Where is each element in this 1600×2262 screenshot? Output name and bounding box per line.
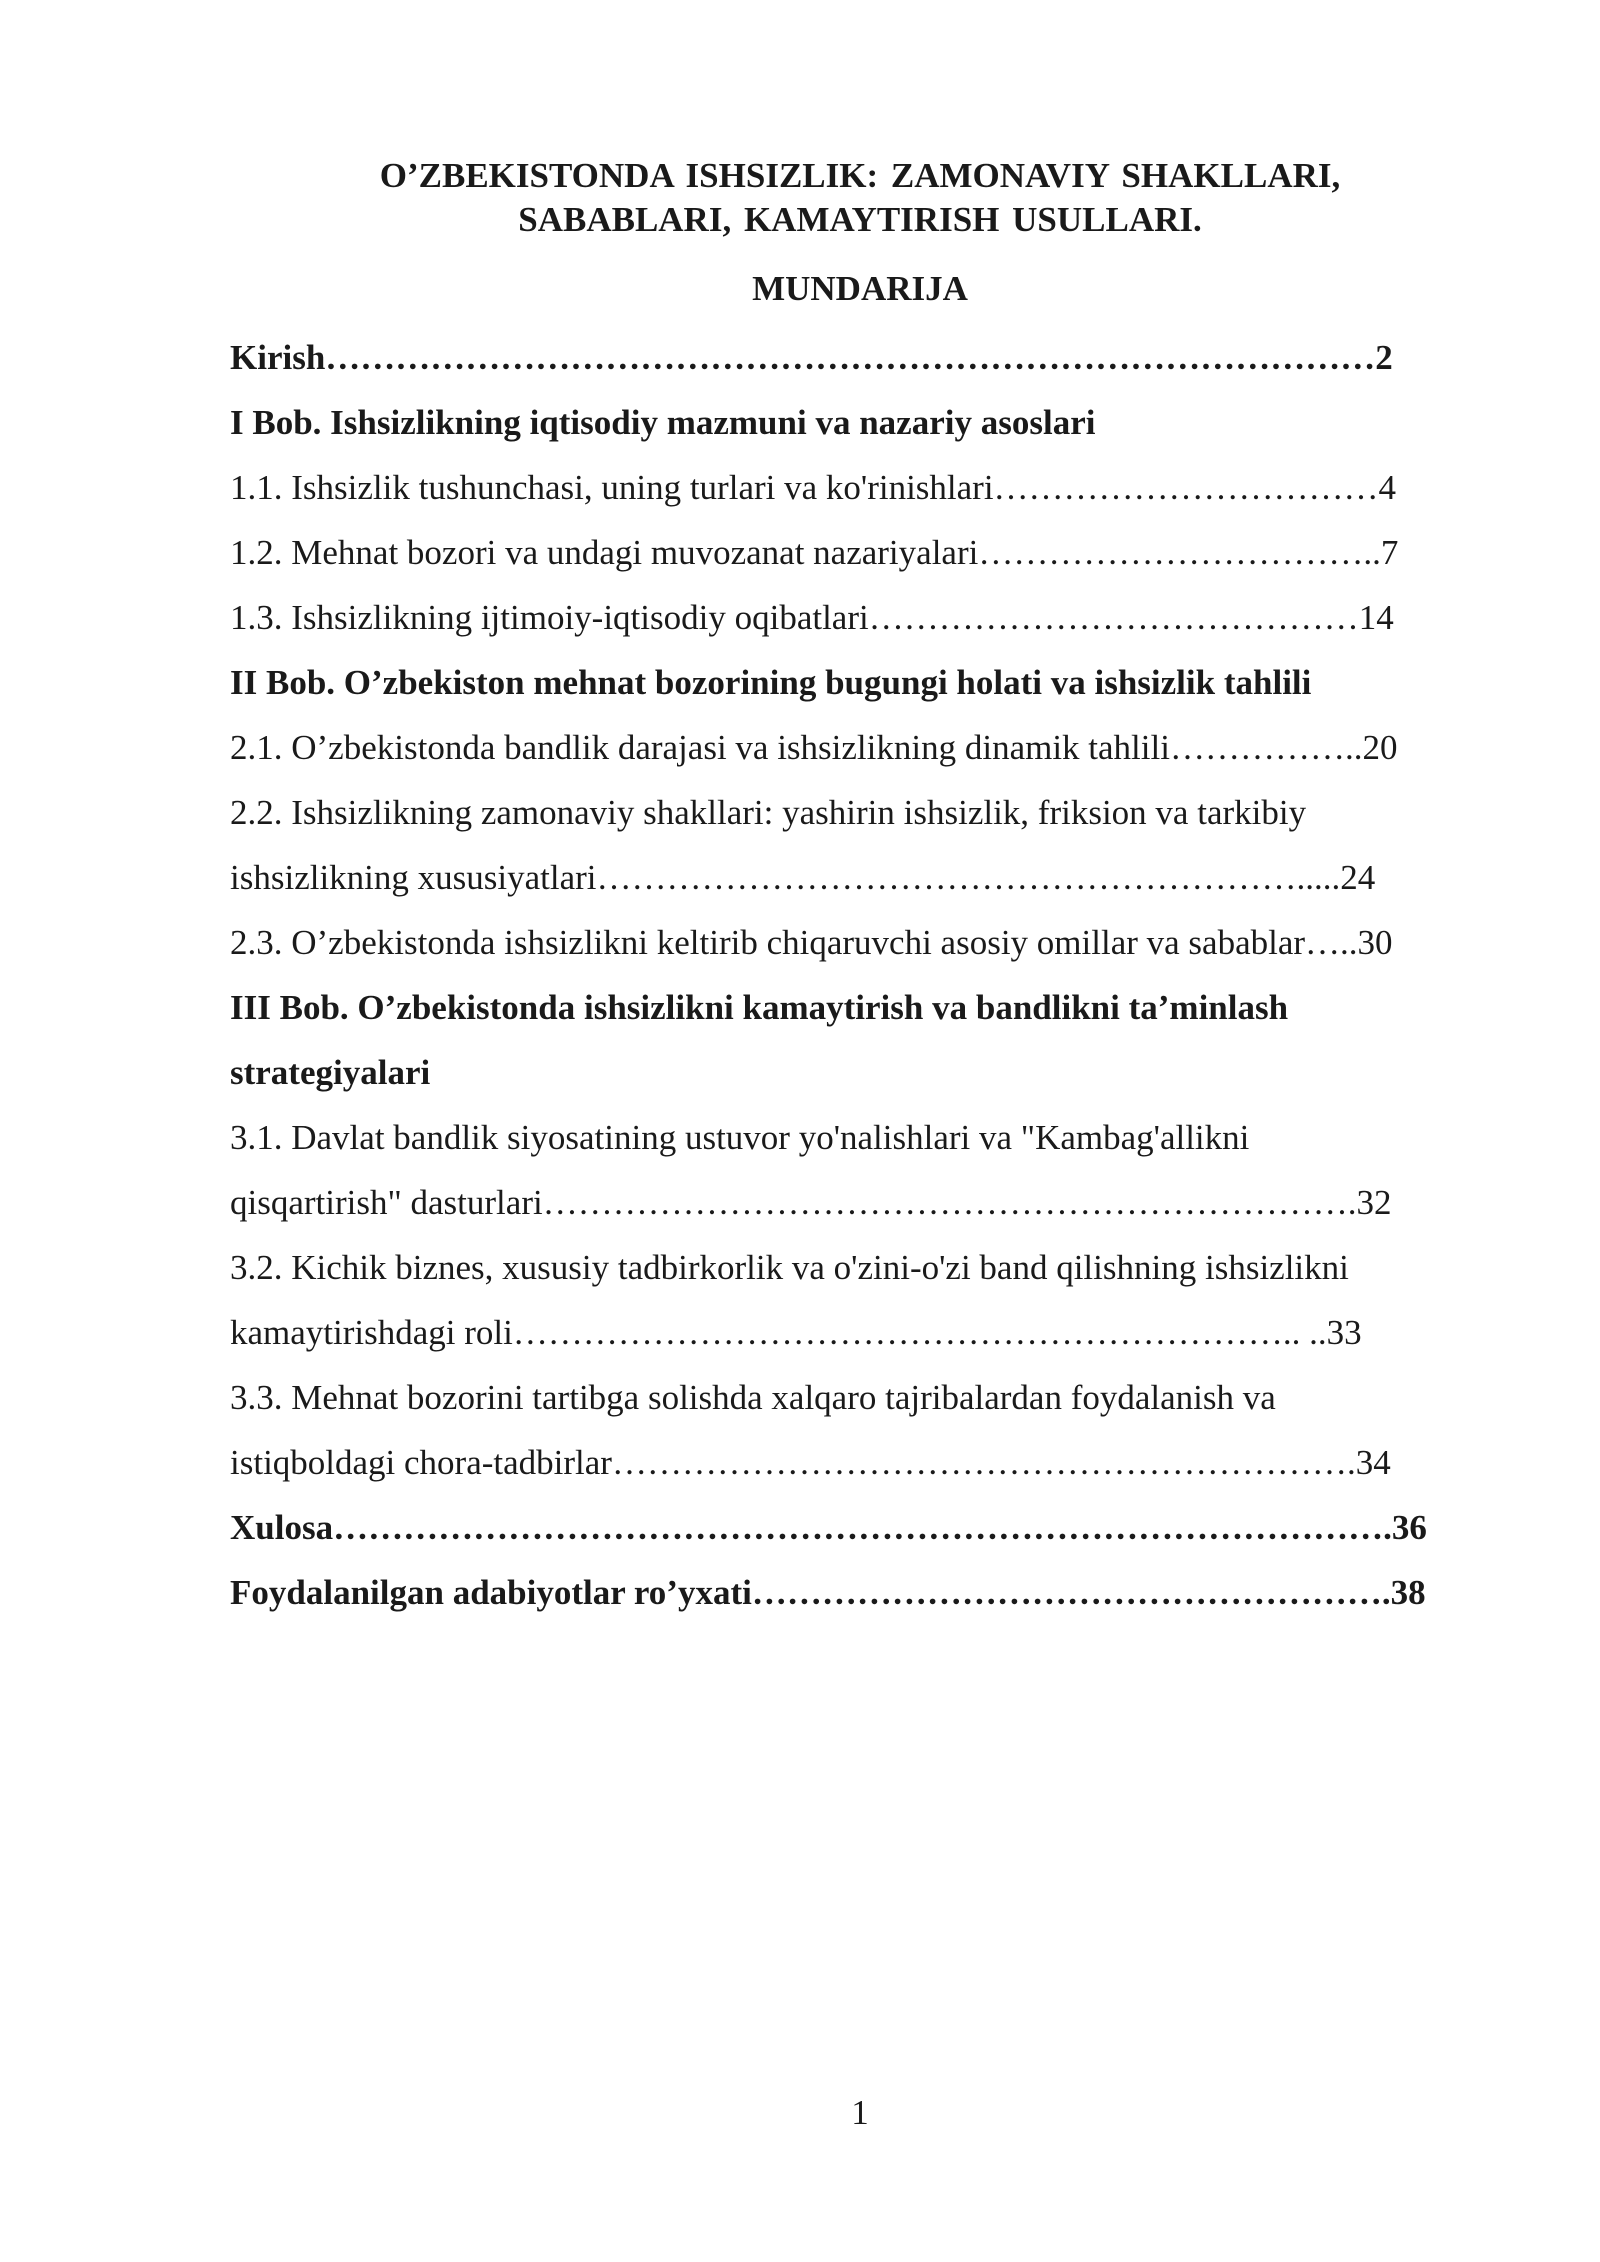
toc-heading: MUNDARIJA [752,269,968,308]
toc-entry: 2.3. O’zbekistonda ishsizlikni keltirib chiqaruvchi asosiy omillar va sabablar…..30 [230,923,1393,962]
toc-entry: 3.3. Mehnat bozorini tartibga solishda xalqaro tajribalardan foydalanish va [230,1378,1276,1417]
toc-entry: 2.1. O’zbekistonda bandlik darajasi va ishsizlikning dinamik tahlili……………..20 [230,728,1398,767]
toc-entry: III Bob. O’zbekistonda ishsizlikni kamaytirish va bandlikni ta’minlash [230,988,1289,1027]
toc-entry: Foydalanilgan adabiyotlar ro’yxati……………………………………………….38 [230,1573,1426,1612]
toc-entry: qisqartirish" dasturlari…………………………………………………………….32 [230,1183,1392,1222]
toc-entry: 3.2. Kichik biznes, xususiy tadbirkorlik va o'zini-o'zi band qilishning ishsizlikni [230,1248,1349,1287]
toc-entry: II Bob. O’zbekiston mehnat bozorining bugungi holati va ishsizlik tahlili [230,663,1312,702]
toc-entry: ishsizlikning xususiyatlari…………………………………………………….....24 [230,858,1376,897]
toc-entry: kamaytirishdagi roli………………………………………………………….. ..33 [230,1313,1362,1352]
toc-entry: Xulosa……………………………………………………………………………….36 [230,1508,1427,1547]
toc-entry: 3.1. Davlat bandlik siyosatining ustuvor yo'nalishlari va "Kambag'allikni [230,1118,1250,1157]
document-title-line-1: O’ZBEKISTONDA ISHSIZLIK: ZAMONAVIY SHAKLLARI, [379,156,1341,195]
toc-entry: Kirish………………………………………………………………………………2 [230,338,1393,377]
document-title-line-2: SABABLARI, KAMAYTIRISH USULLARI. [518,200,1202,239]
toc-entry: 1.1. Ishsizlik tushunchasi, uning turlari va ko'rinishlari……………………………4 [230,468,1397,507]
page-number: 1 [851,2093,869,2132]
toc-entry: I Bob. Ishsizlikning iqtisodiy mazmuni va nazariy asoslari [230,403,1096,442]
toc-entry: 1.3. Ishsizlikning ijtimoiy-iqtisodiy oqibatlari……………………………………14 [230,598,1394,637]
toc-entry: 2.2. Ishsizlikning zamonaviy shakllari: yashirin ishsizlik, friksion va tarkibiy [230,793,1307,832]
toc-entry: strategiyalari [230,1053,431,1092]
toc-entry: 1.2. Mehnat bozori va undagi muvozanat nazariyalari……………………………..7 [230,533,1399,572]
toc-entry: istiqboldagi chora-tadbirlar……………………………………………………….34 [230,1443,1391,1482]
